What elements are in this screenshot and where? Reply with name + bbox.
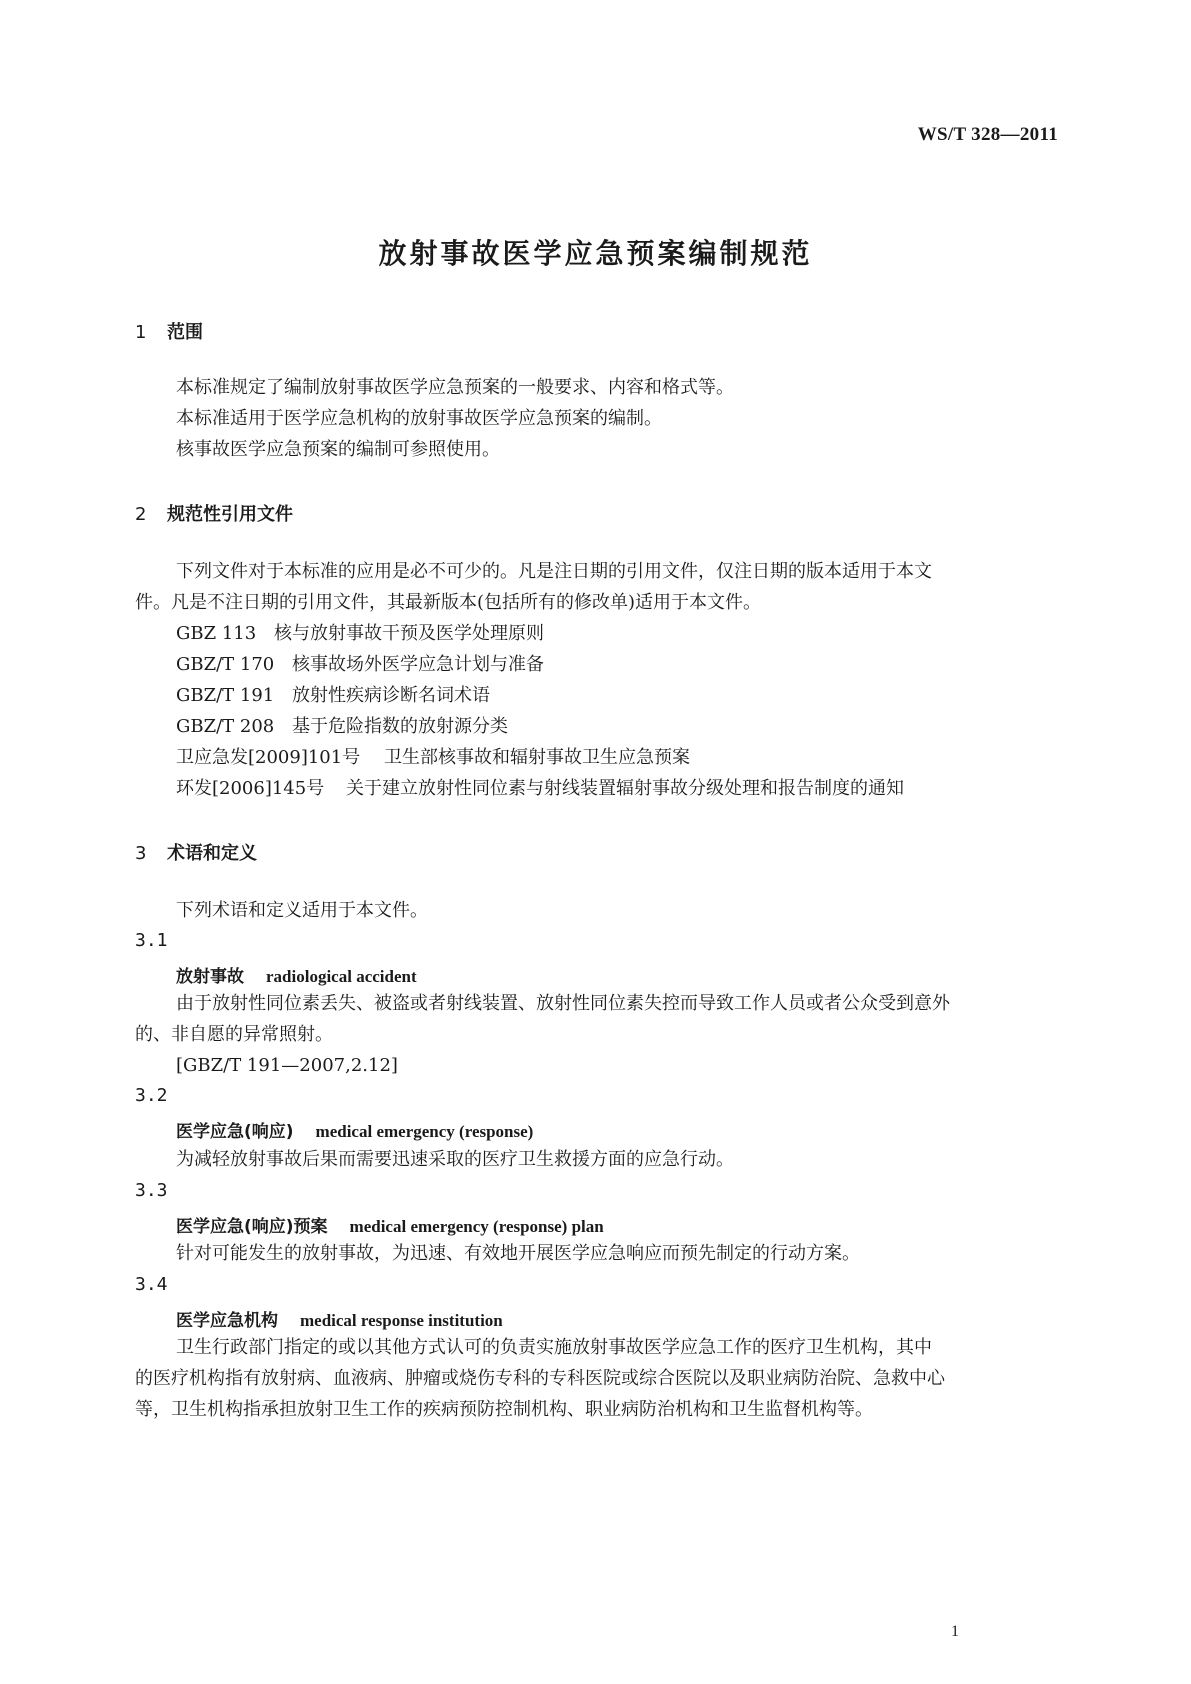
- section-number: 2: [135, 504, 147, 525]
- reference-item: [176, 715, 508, 739]
- paragraph: 本标准适用于医学应急机构的放射事故医学应急预案的编制。: [176, 408, 662, 429]
- reference-item: [176, 777, 904, 801]
- reference-title: 核事故场外医学应急计划与准备: [292, 654, 544, 675]
- reference-item: [176, 746, 690, 770]
- definition: 的、非自愿的异常照射。: [135, 1024, 333, 1045]
- definition: 卫生行政部门指定的或以其他方式认可的负责实施放射事故医学应急工作的医疗卫生机构，其中: [176, 1337, 932, 1358]
- definition: 的医疗机构指有放射病、血液病、肿瘤或烧伤专科的专科医院或综合医院以及职业病防治院、急救中心: [135, 1368, 945, 1389]
- term-en: medical emergency (response): [315, 1122, 534, 1141]
- section-heading-terms: [135, 839, 257, 865]
- term-zh: 放射事故: [176, 967, 244, 987]
- term-en: medical emergency (response) plan: [349, 1217, 604, 1236]
- term-zh: 医学应急(响应): [176, 1122, 294, 1142]
- reference-title: 卫生部核事故和辐射事故卫生应急预案: [384, 747, 690, 768]
- reference-title: 核与放射事故干预及医学处理原则: [274, 623, 544, 644]
- term-entry: [176, 1212, 604, 1237]
- section-title: 范围: [167, 322, 203, 343]
- term-zh: 医学应急(响应)预案: [176, 1217, 328, 1237]
- paragraph: 核事故医学应急预案的编制可参照使用。: [176, 439, 500, 460]
- reference-item: [176, 653, 544, 677]
- reference-title: 放射性疾病诊断名词术语: [292, 685, 490, 706]
- definition: 由于放射性同位素丢失、被盗或者射线装置、放射性同位素失控而导致工作人员或者公众受到意外: [176, 993, 950, 1014]
- paragraph: 件。凡是不注日期的引用文件，其最新版本(包括所有的修改单)适用于本文件。: [135, 592, 762, 613]
- standard-code: WS/T 328—2011: [917, 124, 1058, 145]
- term-zh: 医学应急机构: [176, 1311, 278, 1331]
- definition: 针对可能发生的放射事故，为迅速、有效地开展医学应急响应而预先制定的行动方案。: [176, 1243, 860, 1264]
- reference-code: 环发[2006]145号: [176, 778, 325, 799]
- section-number: 3: [135, 843, 147, 864]
- reference-code: GBZ 113: [176, 623, 257, 644]
- paragraph: 下列术语和定义适用于本文件。: [176, 900, 428, 921]
- section-heading-scope: [135, 318, 203, 344]
- term-entry: [176, 1117, 533, 1142]
- reference-item: [176, 684, 490, 708]
- clause-number: 3.4: [135, 1274, 168, 1295]
- term-entry: [176, 962, 417, 987]
- section-title: 术语和定义: [167, 843, 257, 864]
- section-heading-normative-references: [135, 500, 293, 526]
- clause-number: 3.3: [135, 1180, 168, 1201]
- paragraph: 下列文件对于本标准的应用是必不可少的。凡是注日期的引用文件，仅注日期的版本适用于本文: [176, 561, 932, 582]
- reference-code: GBZ/T 191: [176, 685, 275, 706]
- definition: 为减轻放射事故后果而需要迅速采取的医疗卫生救援方面的应急行动。: [176, 1149, 734, 1170]
- reference-title: 关于建立放射性同位素与射线装置辐射事故分级处理和报告制度的通知: [346, 778, 904, 799]
- term-en: medical response institution: [300, 1311, 503, 1330]
- reference-title: 基于危险指数的放射源分类: [292, 716, 508, 737]
- page-number: 1: [951, 1623, 959, 1640]
- reference-item: [176, 622, 544, 646]
- definition: 等，卫生机构指承担放射卫生工作的疾病预防控制机构、职业病防治机构和卫生监督机构等。: [135, 1399, 873, 1420]
- paragraph: 本标准规定了编制放射事故医学应急预案的一般要求、内容和格式等。: [176, 377, 734, 398]
- reference-code: 卫应急发[2009]101号: [176, 747, 361, 768]
- reference-code: GBZ/T 170: [176, 654, 275, 675]
- source-note: [GBZ/T 191—2007,2.12]: [176, 1055, 398, 1076]
- term-en: radiological accident: [266, 967, 417, 986]
- clause-number: 3.1: [135, 930, 168, 951]
- reference-code: GBZ/T 208: [176, 716, 275, 737]
- term-entry: [176, 1306, 503, 1331]
- document-title: 放射事故医学应急预案编制规范: [378, 237, 813, 270]
- section-title: 规范性引用文件: [167, 504, 293, 525]
- clause-number: 3.2: [135, 1085, 168, 1106]
- section-number: 1: [135, 322, 147, 343]
